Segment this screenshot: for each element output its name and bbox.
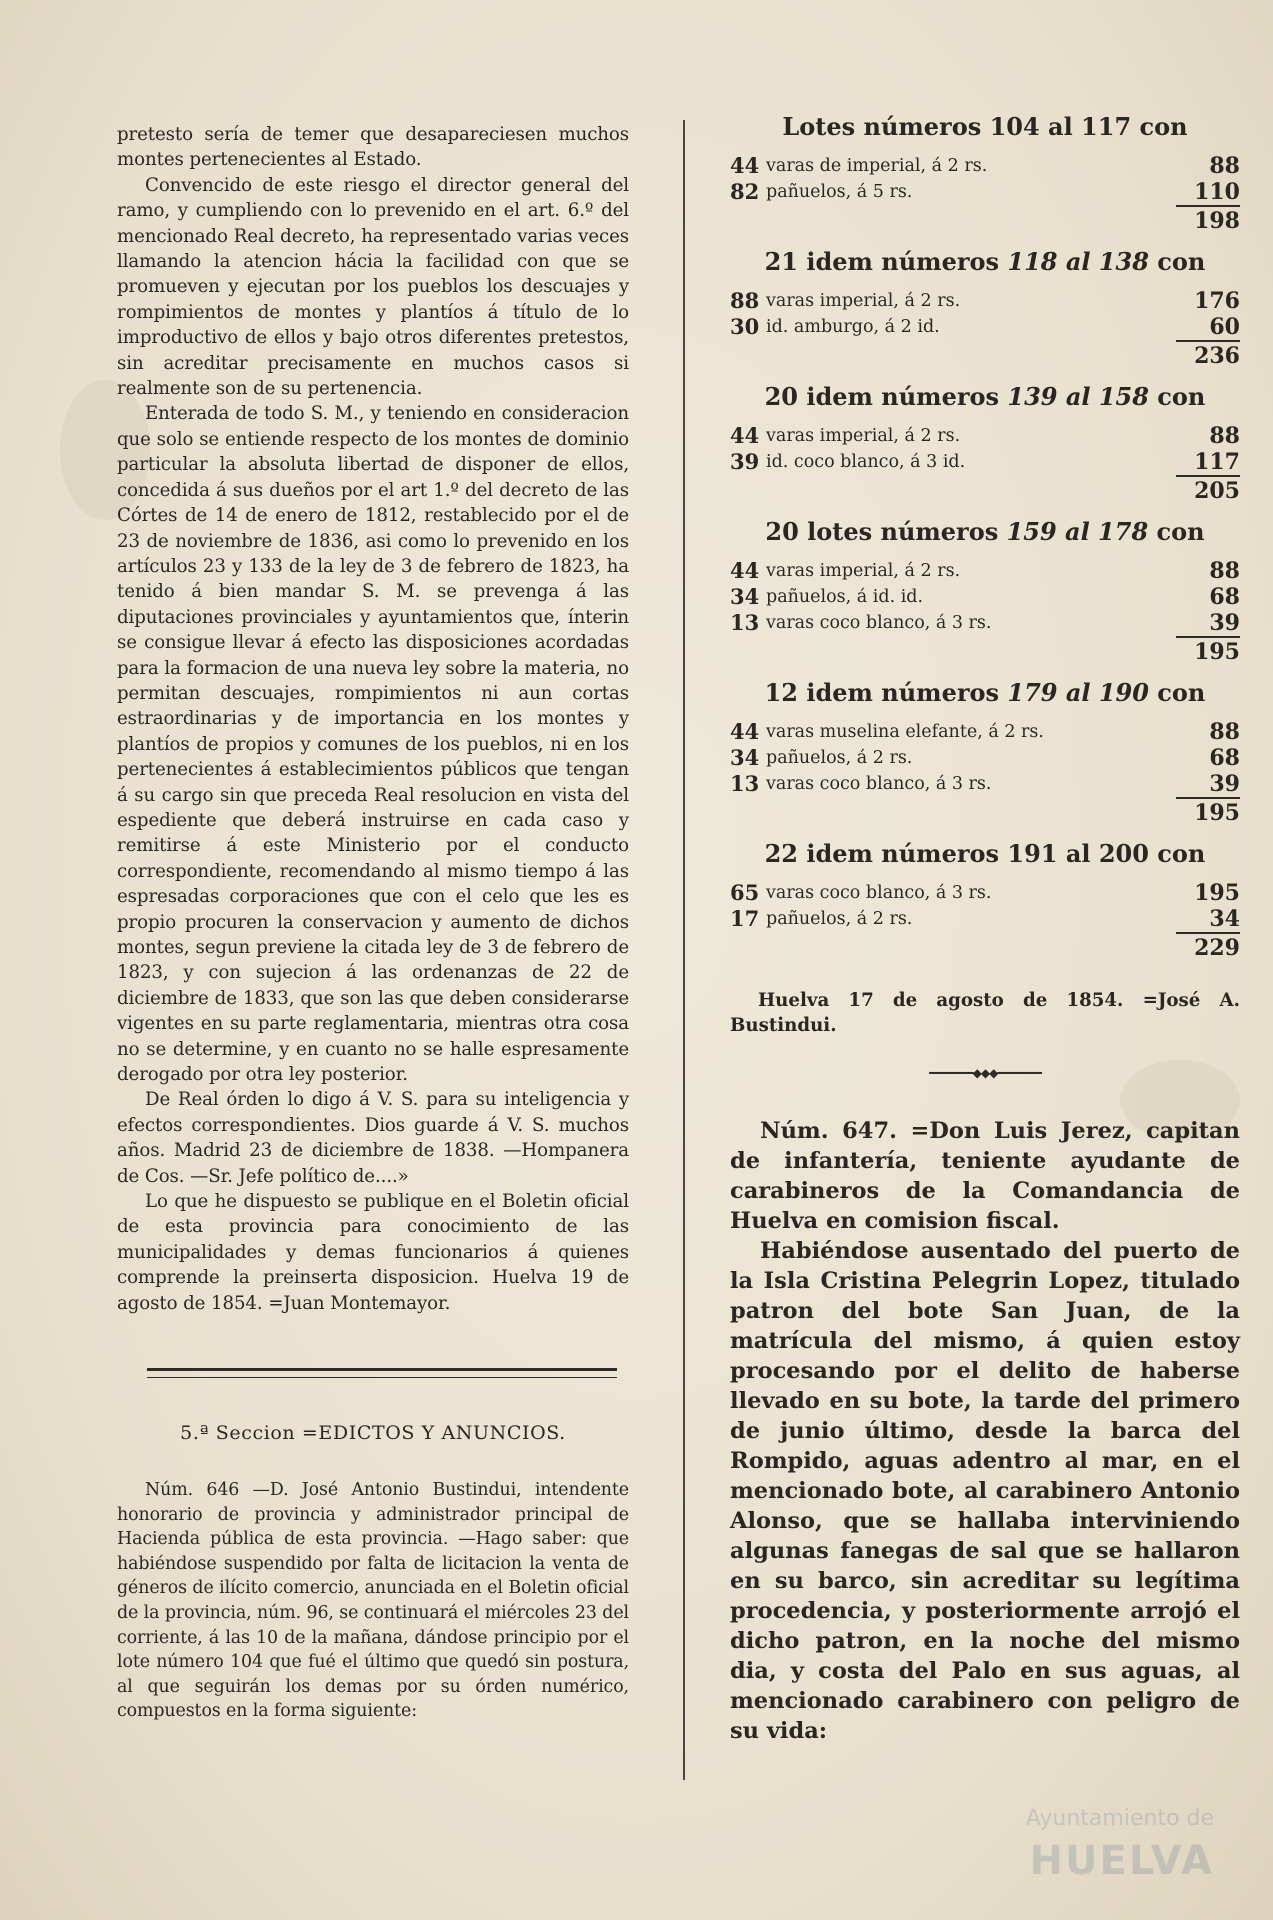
- lot-block: [730, 247, 1240, 382]
- lot-item-qty: 34: [730, 745, 760, 770]
- lot-item-amount: 117: [1194, 449, 1240, 475]
- left-column: [117, 122, 629, 1724]
- watermark-logo: [994, 1800, 1214, 1900]
- lot-item-qty: 30: [730, 314, 760, 339]
- lot-item-qty: 39: [730, 449, 760, 474]
- lot-heading-range: 179 al 190: [1007, 678, 1149, 707]
- lot-item-desc: pañuelos, á 2 rs.: [766, 748, 913, 768]
- lot-item-qty: 82: [730, 179, 760, 204]
- lot-item-desc: varas coco blanco, á 3 rs.: [766, 613, 992, 633]
- lot-item-qty: 44: [730, 423, 760, 448]
- lot-items-table: [730, 288, 1240, 340]
- lot-item-desc: varas coco blanco, á 3 rs.: [766, 883, 992, 903]
- lot-item-desc: id. coco blanco, á 3 id.: [766, 452, 966, 472]
- lot-item-qty: 17: [730, 906, 760, 931]
- lot-heading: [730, 382, 1240, 411]
- lot-total: 205: [1176, 475, 1240, 505]
- lot-heading-range: 104 al 117: [989, 112, 1132, 141]
- lot-item-row: [730, 771, 1240, 797]
- paragraph-publication: Lo que he dispuesto se publique en el Boletin oficial de esta provincia para conocimiento de las municipalidades y demas funcionarios á quienes comprende la preinserta disposicion. Huelva 19 de agosto de 1854. =Juan Montemayor.: [117, 1191, 629, 1314]
- lot-heading-prefix: 21 idem números: [764, 247, 1008, 276]
- watermark-line1: Ayuntamiento de: [1025, 1806, 1214, 1831]
- lot-heading-prefix: 20 lotes números: [765, 517, 1007, 546]
- lot-item-amount: 88: [1209, 423, 1240, 449]
- lot-item-amount: 88: [1209, 153, 1240, 179]
- lot-heading-suffix: con: [1148, 839, 1206, 868]
- lot-item-amount: 176: [1194, 288, 1240, 314]
- lot-item-amount: 60: [1209, 314, 1240, 340]
- lot-item-amount: 68: [1209, 584, 1240, 610]
- lot-total-row: [730, 636, 1240, 678]
- lot-item-qty: 34: [730, 584, 760, 609]
- lot-item-row: [730, 449, 1240, 475]
- lot-total: 195: [1176, 636, 1240, 666]
- lot-item-desc: pañuelos, á 5 rs.: [766, 182, 913, 202]
- lot-block: [730, 678, 1240, 839]
- section-title: 5.ª Seccion =EDICTOS Y ANUNCIOS.: [180, 1422, 566, 1445]
- paragraph-royal-order: Enterada de todo S. M., y teniendo en consideracion que solo se entiende respecto de los montes de dominio particular la absoluta libertad de disponer de ellos, concedida á sus dueños por el art 1.º del decreto de las Córtes de 14 de enero de 1812, restablecido por el de 23 de noviembre de 1836, asi como lo prevenido en los artículos 23 y 133 de la ley de 3 de febrero de 1823, ha tenido á bien mandar S. M. se prevenga á las diputaciones provinciales y ayuntamientos que, ínterin se consigue llevar á efecto las disposiciones acordadas para la formacion de una nueva ley sobre la materia, no permitan descuajes, rompimientos ni aun cortas estraordinarias y de importancia en los montes y plantíos de propios y comunes de los pueblos, ni en los pertenecientes á establecimientos públicos que tengan á su cargo sin que preceda Real resolucion en vista del espediente que deberá instruirse en cada caso y remitirse á este Ministerio por el conducto correspondiente, recomendando al mismo tiempo á las espresadas corporaciones que con el celo que les es propio procuren la conservacion y aumento de dichos montes, segun previene la citada ley de 3 de febrero de 1823, y con sujecion á las ordenanzas de 22 de diciembre de 1833, que son las que deben considerarse vigentes en su parte reglamentaria, mientras otra cosa no se determine, y en cuanto no se halle espresamente derogado por otra ley posterior.: [117, 403, 629, 1086]
- lot-item-row: [730, 153, 1240, 179]
- lot-item-amount: 39: [1209, 771, 1240, 797]
- lot-total-row: [730, 932, 1240, 974]
- lot-item-row: [730, 610, 1240, 636]
- lot-item-desc: varas muselina elefante, á 2 rs.: [766, 722, 1044, 742]
- lot-item-amount: 195: [1194, 880, 1240, 906]
- lot-heading-range: 118 al 138: [1007, 247, 1149, 276]
- lot-heading: [730, 839, 1240, 868]
- lot-heading: [730, 678, 1240, 707]
- notice-646: Núm. 646 —D. José Antonio Bustindui, intendente honorario de provincia y administrador principal de Hacienda pública de esta provincia. —Hago saber: que habiéndose suspendido por falta de licitacion la venta de géneros de ilícito comercio, anunciada en el Boletin oficial de la provincia, núm. 96, se continuará el miércoles 23 del corriente, á las 10 de la mañana, dándose principio por el lote número 104 que fué el último que quedó sin postura, al que seguirán los demas por su órden numérico, compuestos en la forma siguiente:: [117, 1480, 629, 1722]
- lot-item-row: [730, 745, 1240, 771]
- lot-item-desc: id. amburgo, á 2 id.: [766, 317, 940, 337]
- watermark-line2: HUELVA: [1029, 1838, 1214, 1884]
- lot-item-qty: 65: [730, 880, 760, 905]
- lot-item-row: [730, 179, 1240, 205]
- lot-total-row: [730, 475, 1240, 517]
- lot-heading-range: 191 al 200: [1007, 839, 1149, 868]
- lot-item-desc: varas imperial, á 2 rs.: [766, 291, 961, 311]
- lot-items-table: [730, 880, 1240, 932]
- lot-heading-suffix: con: [1131, 112, 1188, 141]
- lot-total-row: [730, 797, 1240, 839]
- lot-item-desc: pañuelos, á 2 rs.: [766, 909, 913, 929]
- lot-heading-suffix: con: [1148, 678, 1206, 707]
- lot-total: 198: [1176, 205, 1240, 235]
- lot-block: [730, 382, 1240, 517]
- lot-item-desc: varas coco blanco, á 3 rs.: [766, 774, 992, 794]
- ornament-divider: ━━━━━━━◆◆◆━━━━━━━: [929, 1066, 1041, 1080]
- lot-item-amount: 34: [1209, 906, 1240, 932]
- lot-block: [730, 839, 1240, 974]
- lot-item-row: [730, 584, 1240, 610]
- lot-item-row: [730, 906, 1240, 932]
- lot-item-amount: 110: [1194, 179, 1240, 205]
- lot-item-amount: 68: [1209, 745, 1240, 771]
- lot-heading-suffix: con: [1148, 517, 1205, 546]
- lot-item-row: [730, 558, 1240, 584]
- lot-items-table: [730, 558, 1240, 636]
- paragraph-director-report: Convencido de este riesgo el director general del ramo, y cumpliendo con lo prevenido en el art. 6.º del mencionado Real decreto, ha representado varias veces llamando la atencion hácia la facilidad con que se promueven y ejecutan por los pueblos los descuajes y rompimientos de montes y plantíos á título de lo improductivo de ellos y bajo otros diferentes pretestos, sin acreditar precisamente en muchos casos si realmente son de su pertenencia.: [117, 174, 629, 400]
- lot-item-qty: 13: [730, 771, 760, 796]
- lot-heading: [730, 112, 1240, 141]
- lot-heading: [730, 517, 1240, 546]
- lot-heading-prefix: Lotes números: [782, 112, 990, 141]
- lot-item-desc: varas imperial, á 2 rs.: [766, 426, 961, 446]
- lot-heading-range: 159 al 178: [1006, 517, 1149, 546]
- lot-heading-suffix: con: [1148, 382, 1206, 411]
- lot-heading-prefix: 20 idem números: [764, 382, 1008, 411]
- lot-total-row: [730, 205, 1240, 247]
- lot-items-table: [730, 719, 1240, 797]
- lot-item-qty: 44: [730, 558, 760, 583]
- lot-items-table: [730, 153, 1240, 205]
- lot-total: 236: [1176, 340, 1240, 370]
- lots-list: [730, 112, 1240, 974]
- lot-item-row: [730, 423, 1240, 449]
- lot-heading-prefix: 22 idem números: [764, 839, 1008, 868]
- lot-total: 195: [1176, 797, 1240, 827]
- lot-heading-range: 139 al 158: [1007, 382, 1149, 411]
- lot-item-qty: 44: [730, 719, 760, 744]
- paragraph-continuation: pretesto sería de temer que desapareciesen muchos montes pertenecientes al Estado.: [117, 124, 629, 171]
- lot-item-row: [730, 314, 1240, 340]
- lot-heading: [730, 247, 1240, 276]
- lot-heading-suffix: con: [1148, 247, 1206, 276]
- lot-item-amount: 88: [1209, 719, 1240, 745]
- right-column: [730, 112, 1240, 1746]
- lot-item-amount: 88: [1209, 558, 1240, 584]
- lot-item-qty: 44: [730, 153, 760, 178]
- lot-total-row: [730, 340, 1240, 382]
- paragraph-closing: De Real órden lo digo á V. S. para su inteligencia y efectos correspondientes. Dios guarde á V. S. muchos años. Madrid 23 de diciembre de 1838. —Hompanera de Cos. —Sr. Jefe político de....»: [117, 1089, 629, 1187]
- column-divider: [683, 120, 685, 1780]
- lot-item-qty: 13: [730, 610, 760, 635]
- lot-item-row: [730, 880, 1240, 906]
- lot-items-table: [730, 423, 1240, 475]
- lot-heading-prefix: 12 idem números: [764, 678, 1008, 707]
- notice-647-header: Núm. 647. =Don Luis Jerez, capitan de infantería, teniente ayudante de carabineros de la Comandancia de Huelva en comision fiscal.: [730, 1118, 1240, 1234]
- lot-item-desc: varas de imperial, á 2 rs.: [766, 156, 988, 176]
- lot-item-row: [730, 719, 1240, 745]
- lot-block: [730, 112, 1240, 247]
- lot-item-row: [730, 288, 1240, 314]
- lot-item-desc: pañuelos, á id. id.: [766, 587, 924, 607]
- notice-647-body: Habiéndose ausentado del puerto de la Isla Cristina Pelegrin Lopez, titulado patron del bote San Juan, de la matrícula del mismo, á quien estoy procesando por el delito de haberse llevado en su bote, la tarde del primero de junio último, desde la barca del Rompido, aguas adentro al mar, en el mencionado bote, al carabinero Antonio Alonso, que se hallaba interviniendo algunas fanegas de sal que se hallaron en su barco, sin acreditar su legítima procedencia, y posteriormente arrojó el dicho patron, en la noche del mismo dia, y costa del Palo en sus aguas, al mencionado carabinero con peligro de su vida:: [730, 1238, 1240, 1744]
- lot-total: 229: [1176, 932, 1240, 962]
- lot-item-desc: varas imperial, á 2 rs.: [766, 561, 961, 581]
- lot-item-amount: 39: [1209, 610, 1240, 636]
- lot-block: [730, 517, 1240, 678]
- section-divider: [147, 1368, 617, 1378]
- signoff: Huelva 17 de agosto de 1854. =José A. Bustindui.: [730, 990, 1240, 1036]
- lot-item-qty: 88: [730, 288, 760, 313]
